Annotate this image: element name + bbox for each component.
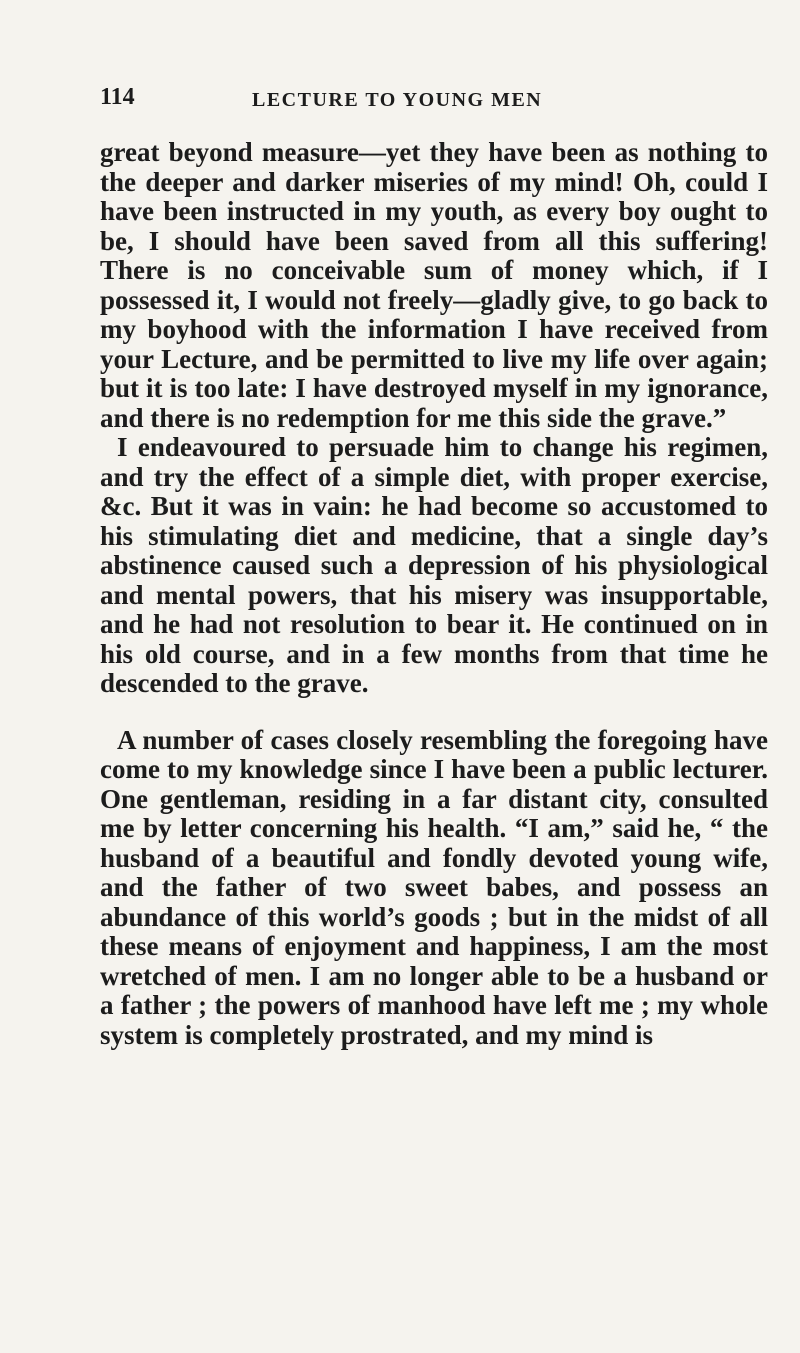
paragraph-cases: A number of cases closely resembling the foregoing have come to my knowledge since I have been a public lecturer. One gentleman, residing in a far distant city, consulted me by letter concerning his health. “I am,” said he, “ the husband of a beautiful and fondly devoted young wife, and the father of two sweet babes, and possess an abundance of this world’s goods ; but in the midst of all these means of enjoyment and happiness, I am the most wretched of men. I am no longer able to be a husband or a father ; the powers of manhood have left me ; my whole system is completely prostrated, and my mind is xyxy=(100,724,768,1050)
paragraph-response: I endeavoured to persuade him to change his regimen, and try the effect of a simple diet, with proper exercise, &c. But it was in vain: he had become so accustomed to his stimulating diet and medicine, that a single day’s abstinence caused such a depression of his physiological and mental powers, that his misery was insupportable, and he had not resolution to bear it. He continued on in his old course, and in a few months from that time he descended to the grave. xyxy=(100,432,768,698)
page-number: 114 xyxy=(100,84,135,110)
body-text xyxy=(100,138,768,1050)
running-title: LECTURE TO YOUNG MEN xyxy=(252,89,543,111)
paragraph-continuation: great beyond measure—yet they have been as nothing to the deeper and darker miseries of my mind! Oh, could I have been instructed in my youth, as every boy ought to be, I should have been saved from all this suffering! There is no conceivable sum of money which, if I possessed it, I would not freely—gladly give, to go back to my boyhood with the information I have received from your Lecture, and be permitted to live my life over again; but it is too late: I have destroyed myself in my ignorance, and there is no redemption for me this side the grave.” xyxy=(100,137,768,433)
running-head xyxy=(100,84,800,120)
